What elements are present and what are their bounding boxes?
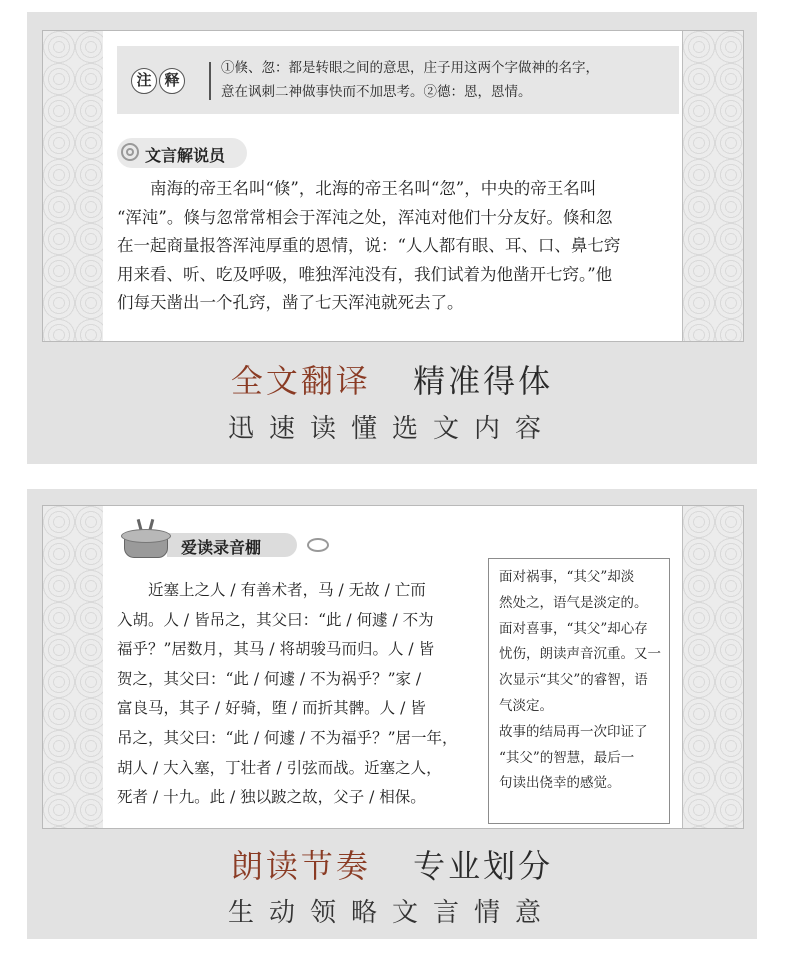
tip-line: 忧伤，朗读声音沉重。又一 bbox=[499, 646, 661, 663]
text-line: 近塞上之人 / 有善术者，马 / 无故 / 亡而 bbox=[117, 581, 426, 599]
swirl-icon bbox=[307, 538, 329, 552]
text-line: 们每天凿出一个孔窍，凿了七天浑沌就死去了。 bbox=[117, 293, 464, 312]
feature-subcaption: 生动领略文言情意 bbox=[227, 898, 556, 928]
text-line: 南海的帝王名叫“倏”，北海的帝王名叫“忽”，中央的帝王名叫 bbox=[117, 179, 597, 198]
caption-highlight: 朗读节奏 bbox=[230, 847, 371, 885]
text-line: 福乎？”居数月，其马 / 将胡骏马而归。人 / 皆 bbox=[117, 640, 435, 659]
text-line: 富良马，其子 / 好骑，堕 / 而折其髀。人 / 皆 bbox=[117, 699, 426, 718]
text-line: 入胡。人 / 皆吊之，其父曰：“此 / 何遽 / 不为 bbox=[117, 610, 434, 629]
annotation-line: ①倏、忽：都是转眼之间的意思，庄子用这两个字做神的名字， bbox=[221, 60, 599, 76]
border-pattern-right bbox=[682, 506, 743, 828]
text-line: 死者 / 十九。此 / 独以跛之故，父子 / 相保。 bbox=[117, 788, 426, 807]
section-heading-label: 爱读录音棚 bbox=[181, 538, 262, 557]
feature-caption bbox=[27, 841, 757, 887]
book-page-1 bbox=[42, 30, 744, 342]
drum-icon bbox=[121, 519, 171, 559]
book-page-2 bbox=[42, 505, 744, 829]
tip-line: 面对喜事，“其父”却心存 bbox=[499, 620, 648, 637]
tip-line: 气淡定。 bbox=[499, 697, 553, 714]
annotation-label-char: 注 bbox=[131, 68, 157, 94]
translation-text bbox=[117, 175, 683, 318]
caption-text: 专业划分 bbox=[413, 847, 554, 885]
border-pattern-right bbox=[682, 31, 743, 341]
swirl-icon bbox=[121, 143, 139, 161]
annotation-label-char: 释 bbox=[159, 68, 185, 94]
border-pattern-left bbox=[43, 506, 104, 828]
caption-highlight: 全文翻译 bbox=[230, 362, 371, 400]
tip-line: 然处之，语气是淡定的。 bbox=[499, 594, 648, 611]
text-line: 胡人 / 大入塞，丁壮者 / 引弦而战。近塞之人， bbox=[117, 758, 442, 777]
feature-caption bbox=[27, 356, 757, 402]
tip-line: 句读出侥幸的感觉。 bbox=[499, 775, 621, 792]
section-heading-recording bbox=[117, 511, 337, 563]
section-heading-explainer bbox=[117, 138, 247, 168]
feature-subcaption: 迅速读懂选文内容 bbox=[227, 414, 556, 444]
annotation-box bbox=[117, 46, 679, 114]
caption-text: 精准得体 bbox=[413, 362, 554, 400]
text-line: 在一起商量报答浑沌厚重的恩情，说：“人人都有眼、耳、口、鼻七窍 bbox=[117, 236, 621, 255]
text-line: 吊之，其父曰：“此 / 何遽 / 不为福乎？”居一年， bbox=[117, 728, 458, 747]
page-content-2 bbox=[103, 506, 683, 828]
page-content-1 bbox=[103, 31, 683, 341]
annotation-text bbox=[221, 56, 676, 104]
reading-tip-box bbox=[488, 558, 670, 824]
annotation-line: 意在讽刺二神做事快而不加思考。②德：恩，恩情。 bbox=[221, 84, 532, 100]
tip-line: “其父”的智慧，最后一 bbox=[499, 749, 635, 766]
section-heading-label: 文言解说员 bbox=[145, 146, 226, 165]
tip-line: 面对祸事，“其父”却淡 bbox=[499, 569, 635, 585]
panel-reading-rhythm bbox=[27, 489, 757, 939]
annotation-divider bbox=[209, 62, 211, 100]
border-pattern-left bbox=[43, 31, 104, 341]
text-line: “浑沌”。倏与忽常常相会于浑沌之处，浑沌对他们十分友好。倏和忽 bbox=[117, 207, 613, 227]
panel-translation bbox=[27, 12, 757, 464]
tip-line: 次显示“其父”的睿智，语 bbox=[499, 672, 648, 689]
heading-banner bbox=[167, 533, 297, 557]
annotation-label bbox=[131, 68, 193, 92]
text-line: 贺之，其父曰：“此 / 何遽 / 不为祸乎？”家 / bbox=[117, 669, 422, 688]
tip-line: 故事的结局再一次印证了 bbox=[499, 723, 648, 740]
text-line: 用来看、听、吃及呼吸，唯独浑沌没有，我们试着为他凿开七窍。”他 bbox=[117, 264, 613, 284]
classical-text bbox=[117, 576, 477, 813]
